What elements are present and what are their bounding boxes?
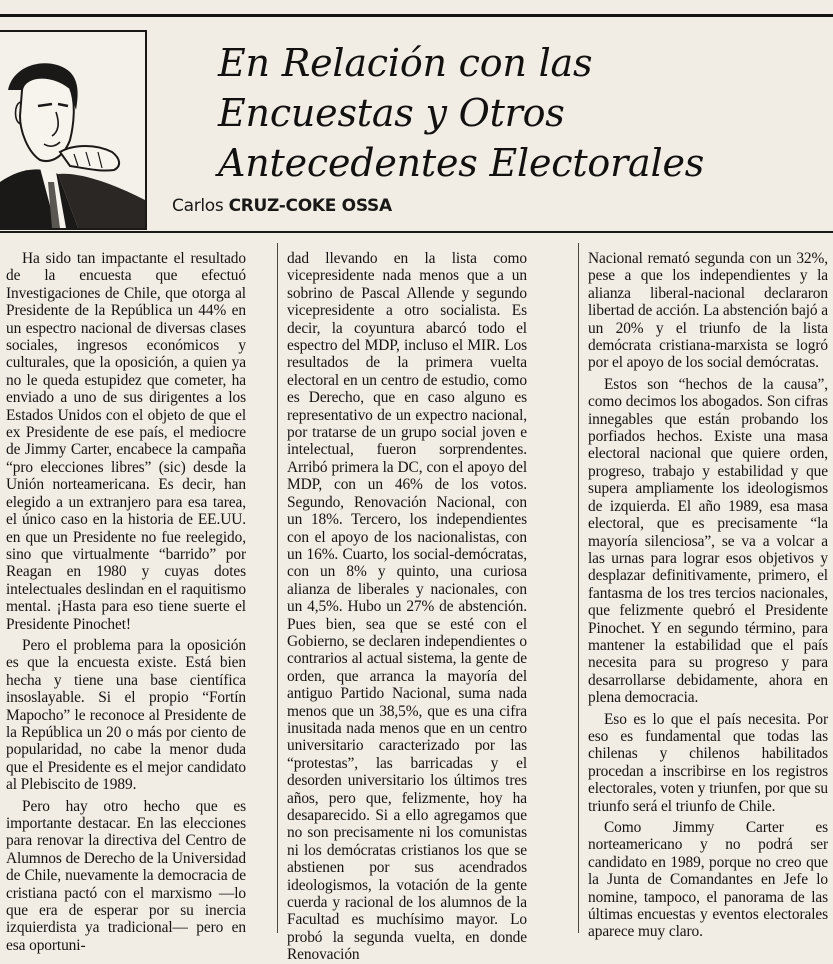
paragraph: Nacional remató segunda con un 32%, pese a que los independientes y la alianza liberal-nacional declararon libertad de acción. La abstención bajó a un 20% y el triunfo de la lista demócrata cristiana-marxista se logró por el apoyo de los social demócratas. xyxy=(588,250,829,372)
article-column-2 xyxy=(287,250,527,964)
author-given-name: Carlos xyxy=(172,196,224,216)
paragraph: Como Jimmy Carter es norteamericano y no podrá ser candidato en 1989, porque no creo que la Junta de Comandantes en Jefe lo nomine, tampoco, el panorama de las últimas encuestas y eventos electorales aparece muy claro. xyxy=(588,819,828,941)
paragraph: Ha sido tan impactante el resultado de la encuesta que efectuó Investigaciones de Chile, que otorga al Presidente de la República un 44% en un espectro nacional de diversas clases sociales, ingresos económicos y culturales, que la oposición, a quien ya no le queda estupidez que cometer, ha enviado a uno de sus dirigentes a los Estados Unidos con el objeto de que el ex Presidente de ese país, el mediocre de Jimmy Carter, encabece la campaña “pro elecciones libres” (sic) desde la Unión norteamericana. Es decir, han elegido a un extranjero para esa tarea, el único caso en la historia de EE.UU. en que un Presidente no fue reelegido, sino que virtualmente “barrido” por Reagan en 1980 y cuyas dotes intelectuales deslindan en el raquitismo mental. ¡Hasta para eso tiene suerte el Presidente Pinochet! xyxy=(6,250,246,633)
column-divider-2 xyxy=(578,243,579,933)
author-byline xyxy=(172,196,392,216)
top-rule xyxy=(0,14,833,17)
title-line-3: Antecedentes Electorales xyxy=(218,141,705,185)
author-surname: CRUZ-COKE OSSA xyxy=(228,196,392,216)
article-title xyxy=(218,38,818,188)
header-rule xyxy=(0,231,833,233)
paragraph: Pero hay otro hecho que es importante destacar. En las elecciones para renovar la directiva del Centro de Alumnos de Derecho de la Universidad de Chile, nuevamente la democracia de cristiana pactó con el marxismo —lo que era de esperar por su inercia izquierdista ya tradicional— pero en esa oportuni- xyxy=(6,797,246,954)
article-column-3 xyxy=(588,250,829,941)
title-line-2: Encuestas y Otros xyxy=(218,91,565,135)
paragraph: Eso es lo que el país necesita. Por eso es fundamental que todas las chilenas y chilenos habilitados procedan a inscribirse en los registros electorales, voten y triunfen, por que su triunfo será el triunfo de Chile. xyxy=(588,710,828,815)
paragraph: dad llevando en la lista como vicepresidente nada menos que a un sobrino de Pascal Allende y segundo vicepresidente a otro socialista. Es decir, la coyuntura abarcó todo el espectro del MDP, incluso el MIR. Los resultados de la primera vuelta electoral en un centro de estudio, como es Derecho, que en caso alguno es representativo de un expectro nacional, por tratarse de un grupo social joven e intelectual, fueron sorprendentes. Arribó primera la DC, con el apoyo del MDP, con un 46% de los votos. Segundo, Renovación Nacional, con un 18%. Tercero, los independientes con el apoyo de los nacionalistas, con un 16%. Cuarto, los social-demócratas, con un 8% y quinto, una curiosa alianza de liberales y nacionales, con un 4,5%. Hubo un 27% de abstención. Pues bien, sea que se esté con el Gobierno, se declaren independientes o contrarios al actual sistema, la gente de orden, que arranca la mayoría del antiguo Partido Nacional, suma nada menos que un 38,5%, que es una cifra inusitada nada menos que en un centro universitario caracterizado por las “protestas”, las barricadas y el desorden universitario los últimos tres años, pero que, felizmente, hoy ha desaparecido. Si a ello agregamos que no son precisamente ni los comunistas ni los demócratas cristianos los que se abstienen por sus acendrados ideologismos, la votación de la gente cuerda y racional de los alumnos de la Facultad es muchísimo mayor. Lo probó la segunda vuelta, en donde Renovación xyxy=(287,250,527,964)
column-divider-1 xyxy=(277,243,278,933)
paragraph: Estos son “hechos de la causa”, como decimos los abogados. Son cifras innegables que están probando los porfiados hechos. Existe una masa electoral nacional que quiere orden, progreso, trabajo y estabilidad y que supera ampliamente los ideologismos de izquierda. El año 1989, esa masa electoral, que es precisamente “la mayoría silenciosa”, se va a volcar a las urnas para lograr esos objetivos y desplazar definitivamente, primero, el fantasma de los tres tercios nacionales, que felizmente quebró el Presidente Pinochet. Y en segundo término, para mantener la estabilidad que el país necesita para su progreso y para desarrollarse debidamente, ahora en plena democracia. xyxy=(588,375,828,707)
author-portrait xyxy=(0,30,147,230)
title-line-1: En Relación con las xyxy=(218,41,593,85)
article-column-1 xyxy=(6,250,246,954)
paragraph: Pero el problema para la oposición es que la encuesta existe. Está bien hecha y tiene una base científica insoslayable. Si el propio “Fortín Mapocho” le reconoce al Presidente de la República un 20 o más por ciento de popularidad, no cabe la menor duda que el Presidente es el mejor candidato al Plebiscito de 1989. xyxy=(6,636,246,794)
